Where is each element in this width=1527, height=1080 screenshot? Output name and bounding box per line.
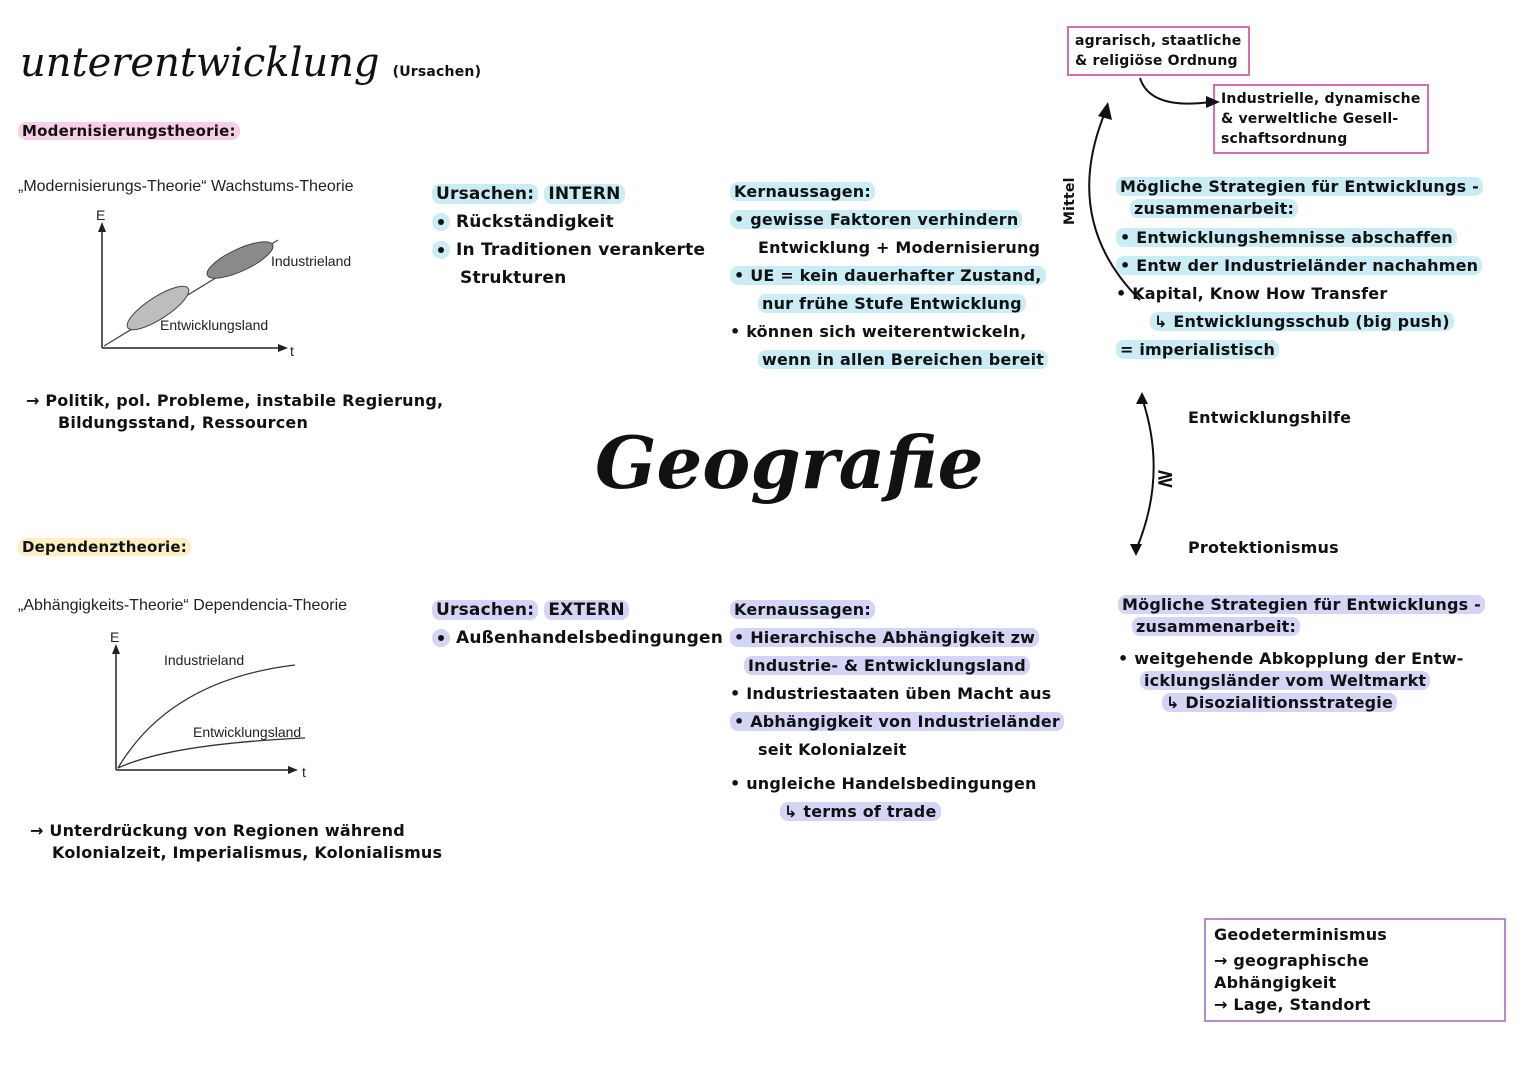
right-bottom-strategies [1118, 594, 1485, 714]
kern-line: • gewisse Faktoren verhindern [730, 210, 1022, 229]
kern-line: Entwicklung + Modernisierung [758, 238, 1041, 257]
ursachen-item: Rückständigkeit [456, 212, 614, 232]
x-axis-label: t [302, 764, 306, 780]
geo-box-title: Geodeterminismus [1214, 925, 1388, 944]
modernisierung-heading-text: Modernisierungstheorie: [18, 122, 240, 140]
kern-heading: Kernaussagen: [730, 182, 875, 201]
y-axis-arrow [112, 644, 120, 654]
y-axis-label: E [96, 207, 106, 223]
box-line: schaftsordnung [1221, 131, 1348, 147]
page-title: unterentwicklung [20, 40, 380, 86]
kern-line: • ungleiche Handelsbedingungen [730, 774, 1037, 793]
dependenz-kernaussagen [730, 596, 1064, 826]
modernisierung-ursachen [432, 180, 705, 292]
kern-line: Industrie- & Entwicklungsland [744, 656, 1030, 675]
dependenz-heading-text: Dependenztheorie: [18, 538, 191, 556]
modern-order-box [1213, 84, 1429, 154]
bullet-icon [432, 241, 450, 259]
geo-box-line: → Lage, Standort [1214, 995, 1371, 1014]
box-line: agrarisch, staatliche [1075, 33, 1242, 49]
entwicklungsland-label: Entwicklungsland [193, 724, 302, 740]
box-line: & verweltliche Gesell- [1221, 111, 1399, 127]
modernisierung-note [26, 390, 443, 434]
comparison-symbol: ≷ [1156, 466, 1175, 491]
dependenz-note [30, 820, 442, 864]
kern-heading: Kernaussagen: [730, 600, 875, 619]
geo-box-line: → geographische Abhängigkeit [1214, 951, 1369, 992]
kern-line: seit Kolonialzeit [758, 740, 907, 759]
strat-item: ↳ Entwicklungsschub (big push) [1150, 312, 1454, 331]
traditional-order-box [1067, 26, 1250, 76]
page-header [20, 40, 481, 86]
kern-line: • Abhängigkeit von Industrieländer [730, 712, 1064, 731]
mittel-label: Mittel [1062, 177, 1078, 225]
strat-heading: Mögliche Strategien für Entwicklungs - [1118, 595, 1485, 614]
modernisierung-chart [40, 200, 352, 365]
entwicklungshilfe-label: Entwicklungshilfe [1188, 408, 1352, 427]
kern-line: ↳ terms of trade [780, 802, 941, 821]
industrieland-label: Industrieland [164, 652, 245, 668]
page-title-note: (Ursachen) [392, 64, 482, 80]
entwicklungsland-label: Entwicklungsland [160, 317, 269, 333]
protektionismus-label: Protektionismus [1188, 538, 1339, 557]
kern-line: • Hierarchische Abhängigkeit zw [730, 628, 1039, 647]
x-axis-label: t [290, 343, 294, 359]
curved-arrow [1140, 78, 1210, 104]
box-line: & religiöse Ordnung [1075, 53, 1238, 69]
bullet-icon [432, 213, 450, 231]
arrow-head-icon [1206, 96, 1220, 108]
strat-item: = imperialistisch [1116, 340, 1279, 359]
arc-line [1136, 398, 1154, 550]
arrow-up-icon [1136, 392, 1148, 404]
x-axis-arrow [278, 344, 288, 352]
strat-item: • Entwicklungshemnisse abschaffen [1116, 228, 1457, 247]
modernisierung-kernaussagen [730, 178, 1048, 374]
ursachen-label: Ursachen: [432, 600, 538, 620]
dependenz-chart [60, 620, 340, 790]
geodeterminismus-box [1204, 918, 1506, 1022]
modernisierung-chart-title: „Modernisierungs-Theorie“ Wachstums-Theorie [18, 178, 354, 195]
strat-heading: zusammenarbeit: [1132, 617, 1300, 636]
right-top-strategies [1116, 176, 1483, 364]
dependenz-chart-title: „Abhängigkeits-Theorie“ Dependencia-Theorie [18, 597, 348, 614]
strat-item: icklungsländer vom Weltmarkt [1140, 671, 1430, 690]
industrieland-label: Industrieland [271, 253, 352, 269]
note-line: Kolonialzeit, Imperialismus, Kolonialismus [52, 843, 443, 862]
strat-heading: zusammenarbeit: [1130, 199, 1298, 218]
kern-line: • Industriestaaten üben Macht aus [730, 684, 1052, 703]
industrieland-curve [118, 665, 295, 768]
note-line: → Unterdrückung von Regionen während [30, 821, 405, 840]
strat-heading: Mögliche Strategien für Entwicklungs - [1116, 177, 1483, 196]
ursachen-item: Außenhandelsbedingungen [456, 628, 724, 648]
y-axis-label: E [110, 629, 120, 645]
note-line: Bildungsstand, Ressourcen [58, 413, 309, 432]
center-title [595, 420, 983, 505]
strat-item: • Entw der Industrieländer nachahmen [1116, 256, 1482, 275]
center-title-text: Geografie [595, 420, 984, 505]
kern-line: • UE = kein dauerhafter Zustand, [730, 266, 1046, 285]
ursachen-item: Strukturen [460, 268, 567, 288]
industrieland-ellipse [203, 235, 278, 285]
ursachen-item: In Traditionen verankerte [456, 240, 706, 260]
modernisierung-heading [18, 122, 240, 140]
entwicklungsland-curve [118, 738, 305, 768]
strat-item: • weitgehende Abkopplung der Entw- [1118, 649, 1464, 668]
arrow-down-icon [1130, 544, 1142, 556]
dependenz-heading [18, 538, 191, 556]
y-axis-arrow [98, 222, 106, 232]
box-line: Industrielle, dynamische [1221, 91, 1421, 107]
strat-item: • Kapital, Know How Transfer [1116, 284, 1388, 303]
kern-line: • können sich weiterentwickeln, [730, 322, 1027, 341]
x-axis-arrow [288, 766, 298, 774]
note-line: → Politik, pol. Probleme, instabile Regierung, [26, 391, 444, 410]
bullet-icon [432, 629, 450, 647]
ursachen-value: INTERN [544, 184, 624, 204]
kern-line: wenn in allen Bereichen bereit [758, 350, 1048, 369]
dependenz-ursachen [432, 596, 723, 652]
kern-line: nur frühe Stufe Entwicklung [758, 294, 1026, 313]
strat-item: ↳ Disozialitionsstrategie [1162, 693, 1397, 712]
ursachen-value: EXTERN [544, 600, 628, 620]
ursachen-label: Ursachen: [432, 184, 538, 204]
arrow-head-icon [1098, 102, 1112, 120]
